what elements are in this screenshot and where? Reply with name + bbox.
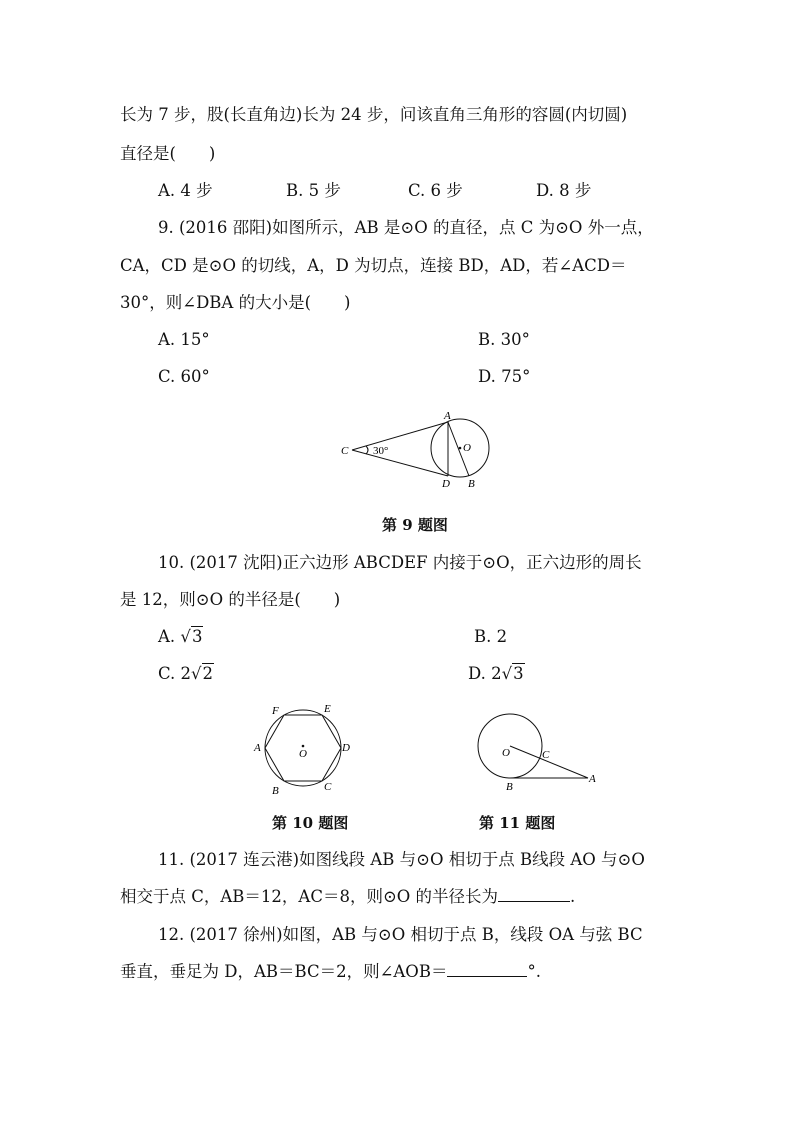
figure-11-caption: 第 11 题图 [479, 814, 556, 832]
label-f: F [272, 705, 279, 717]
figure-9 [336, 406, 496, 492]
sqrt-symbol: √3 [501, 664, 524, 683]
q9-line1: 9. (2016 邵阳)如图所示，AB 是⊙O 的直径，点 C 为⊙O 外一点， [158, 218, 654, 237]
q8-option-c: C. 6 步 [408, 181, 463, 200]
label-b: B [272, 785, 279, 797]
q9-option-a: A. 15° [158, 330, 210, 349]
q8-option-b: B. 5 步 [286, 181, 341, 200]
label-b: B [468, 478, 475, 490]
center-dot [302, 745, 305, 748]
q9-option-d: D. 75° [478, 367, 531, 386]
sqrt-symbol: √2 [191, 664, 214, 683]
label-o: O [502, 747, 510, 759]
figure-10 [248, 698, 358, 798]
label-c: C [324, 781, 332, 793]
angle-label: 30° [373, 445, 389, 457]
label-e: E [324, 703, 331, 715]
q9-option-b: B. 30° [478, 330, 530, 349]
q9-line3: 30°，则∠DBA 的大小是( ) [120, 293, 351, 312]
figure-9-caption: 第 9 题图 [382, 516, 448, 534]
q11-line1: 11. (2017 连云港)如图线段 AB 与⊙O 相切于点 B线段 AO 与⊙O [158, 850, 645, 869]
q11-line2: 相交于点 C，AB＝12，AC＝8，则⊙O 的半径长为 . [120, 887, 576, 906]
label-a: A [254, 742, 261, 754]
q9-line2: CA，CD 是⊙O 的切线，A，D 为切点，连接 BD，AD，若∠ACD＝ [120, 256, 627, 275]
angle-arc [366, 446, 368, 454]
q10-option-a: A. √3 [158, 627, 203, 646]
label-a: A [444, 410, 451, 422]
q8-line1: 长为 7 步，股(长直角边)长为 24 步，问该直角三角形的容圆(内切圆) [120, 105, 628, 124]
label-d: D [442, 478, 450, 490]
q8-line2: 直径是( ) [120, 144, 216, 163]
answer-blank[interactable] [447, 962, 527, 977]
q12-line2: 垂直，垂足为 D，AB＝BC＝2，则∠AOB＝ °. [120, 962, 541, 981]
q8-option-a: A. 4 步 [158, 181, 213, 200]
q10-option-b: B. 2 [474, 627, 508, 646]
center-dot [459, 447, 462, 450]
q8-option-d: D. 8 步 [536, 181, 592, 200]
q10-option-d: D. 2√3 [468, 664, 524, 683]
label-c: C [542, 749, 550, 761]
label-o: O [463, 442, 471, 454]
label-o: O [299, 748, 307, 760]
figure-10-caption: 第 10 题图 [272, 814, 349, 832]
q10-line1: 10. (2017 沈阳)正六边形 ABCDEF 内接于⊙O，正六边形的周长 [158, 553, 642, 572]
label-d: D [342, 742, 350, 754]
sqrt-symbol: √3 [180, 627, 203, 646]
figure-11 [470, 706, 600, 796]
answer-blank[interactable] [498, 887, 570, 902]
q12-line1: 12. (2017 徐州)如图，AB 与⊙O 相切于点 B，线段 OA 与弦 BC [158, 925, 643, 944]
q9-option-c: C. 60° [158, 367, 210, 386]
label-a: A [589, 773, 596, 785]
q10-option-c: C. 2√2 [158, 664, 214, 683]
q10-line2: 是 12，则⊙O 的半径是( ) [120, 590, 341, 609]
label-c: C [341, 445, 349, 457]
label-b: B [506, 781, 513, 793]
